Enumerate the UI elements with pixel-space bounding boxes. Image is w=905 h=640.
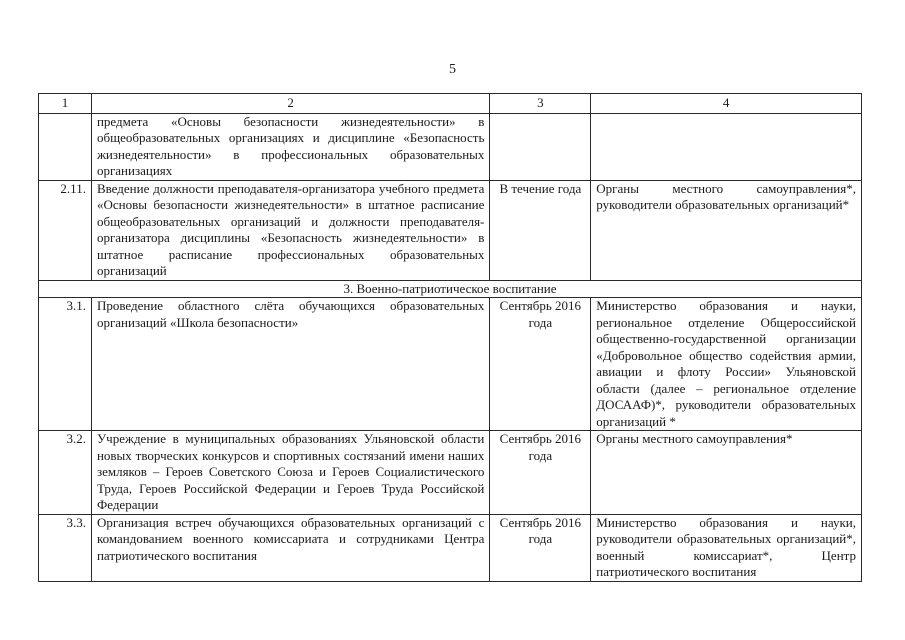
row-term: Сентябрь 2016 года xyxy=(490,298,591,431)
row-description: Проведение областного слёта обучающихся образовательных организаций «Школа безопасности» xyxy=(91,298,489,431)
row-description: предмета «Основы безопасности жизнедеятельности» в общеобразовательных организациях и дисциплине «Безопасность жизнедеятельности» в профессиональных образовательных организациях xyxy=(91,113,489,180)
table-row xyxy=(39,514,862,581)
row-description: Организация встреч обучающихся образовательных организаций с командованием военного комиссариата и сотрудниками Центра патриотического воспитания xyxy=(91,514,489,581)
row-description: Учреждение в муниципальных образованиях Ульяновской области новых творческих конкурсов и спортивных состязаний имени наших земляков – Героев Советского Союза и Героев Социалистического Труда, Героев Российской Федерации и Героев Труда Российской Федерации xyxy=(91,431,489,515)
row-responsible xyxy=(591,113,862,180)
row-term: В течение года xyxy=(490,180,591,280)
row-number: 2.11. xyxy=(39,180,92,280)
row-number: 3.3. xyxy=(39,514,92,581)
page-number: 5 xyxy=(449,62,456,77)
header-cell: 2 xyxy=(91,94,489,114)
table-row xyxy=(39,298,862,431)
section-title: 3. Военно-патриотическое воспитание xyxy=(39,280,862,298)
row-term: Сентябрь 2016 года xyxy=(490,514,591,581)
measures-table xyxy=(38,93,862,582)
row-responsible: Органы местного самоуправления*, руководители образовательных организаций* xyxy=(591,180,862,280)
row-description: Введение должности преподавателя-организатора учебного предмета «Основы безопасности жизнедеятельности» в штатное расписание общеобразовательных организаций и должности преподавателя-организатора дисциплины «Безопасность жизнедеятельности» в штатное расписание профессиональных образовательных организаций xyxy=(91,180,489,280)
table-row xyxy=(39,431,862,515)
row-number: 3.1. xyxy=(39,298,92,431)
table-row-continuation xyxy=(39,113,862,180)
row-term: Сентябрь 2016 года xyxy=(490,431,591,515)
header-cell: 4 xyxy=(591,94,862,114)
row-term xyxy=(490,113,591,180)
row-responsible: Министерство образования и науки, руководители образовательных организаций*, военный комиссариат*, Центр патриотического воспитания xyxy=(591,514,862,581)
row-number xyxy=(39,113,92,180)
row-responsible: Органы местного самоуправления* xyxy=(591,431,862,515)
table-header-row xyxy=(39,94,862,114)
row-number: 3.2. xyxy=(39,431,92,515)
header-cell: 3 xyxy=(490,94,591,114)
table-row xyxy=(39,180,862,280)
header-cell: 1 xyxy=(39,94,92,114)
section-row xyxy=(39,280,862,298)
row-responsible: Министерство образования и науки, региональное отделение Общероссийской общественно-государственной организации «Добровольное общество содействия армии, авиации и флоту России» Ульяновской области (далее – региональное отделение ДОСААФ)*, руководители образовательных организаций * xyxy=(591,298,862,431)
